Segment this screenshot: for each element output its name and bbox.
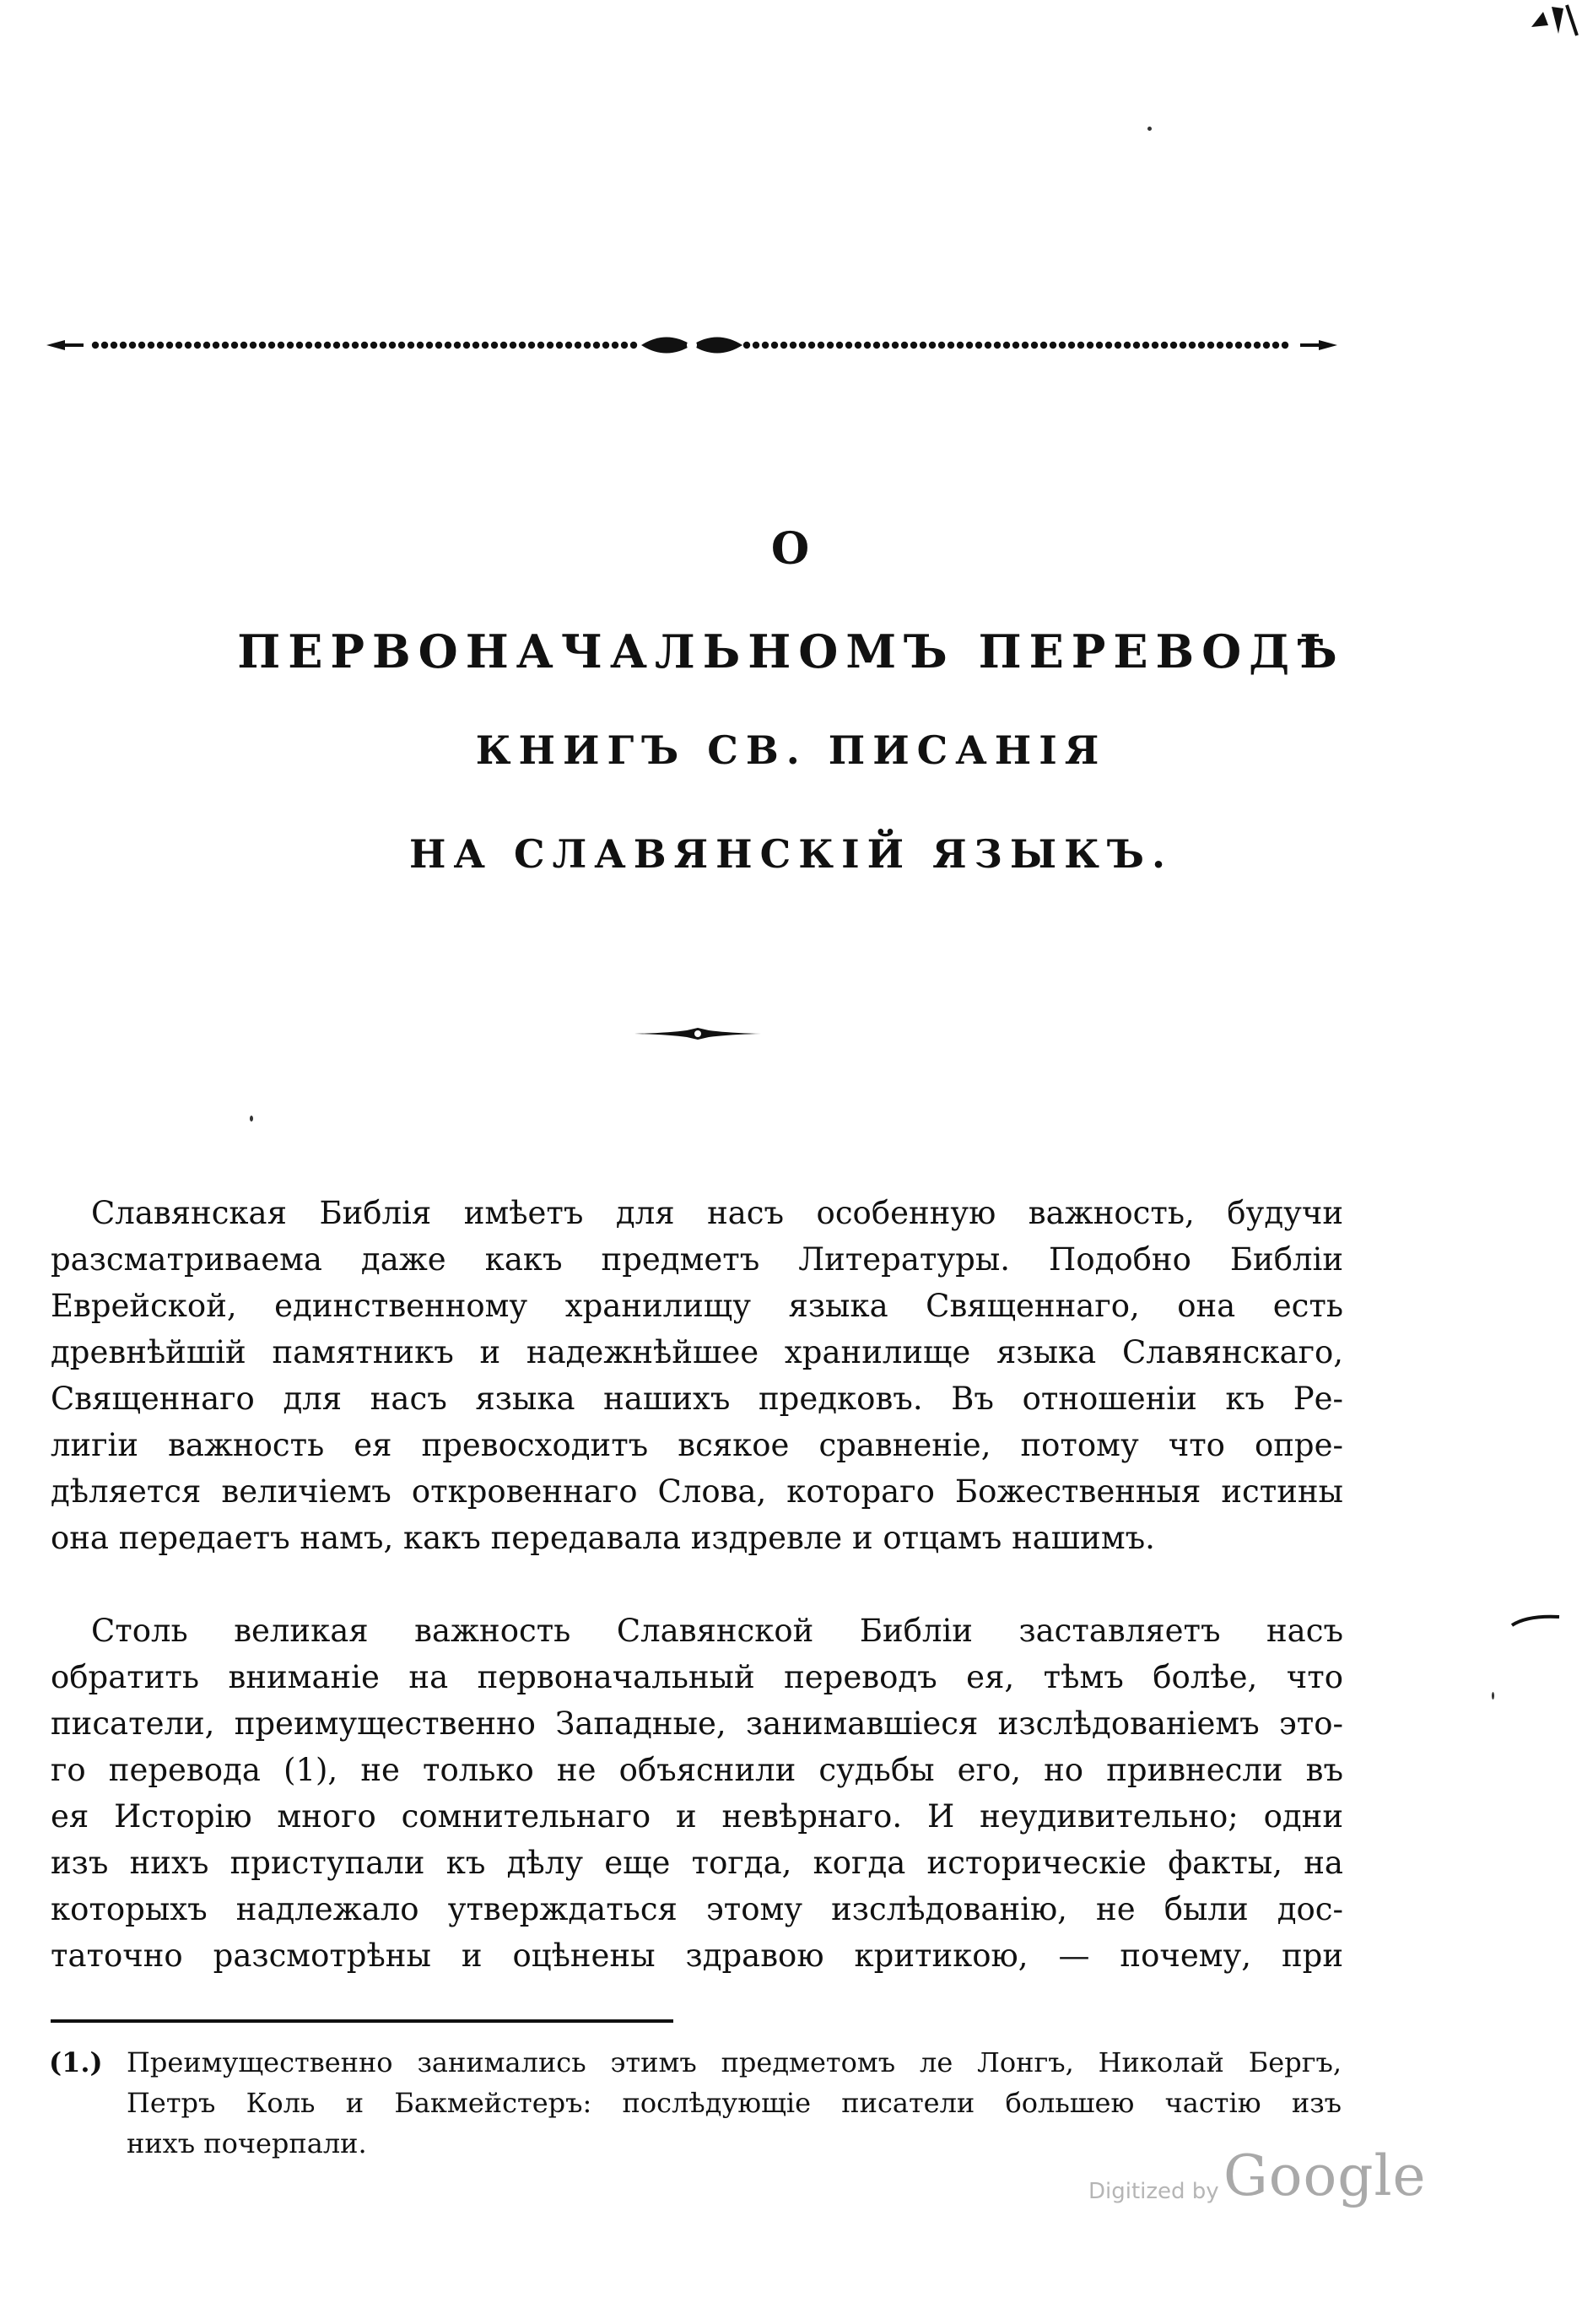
- footnote-marker: (1.): [49, 2046, 103, 2078]
- text-line: Священнаго для насъ языка нашихъ предковъ. Въ отношеніи къ Ре-: [51, 1381, 1343, 1417]
- margin-pen-stroke: [1510, 1612, 1561, 1629]
- text-line: изъ нихъ приступали къ дѣлу еще тогда, когда историческіе факты, на: [51, 1845, 1343, 1881]
- title-line-3: НА СЛАВЯНСКІЙ ЯЗЫКЪ.: [409, 831, 1173, 877]
- corner-mark: [1515, 0, 1582, 42]
- footnote-line: Петръ Коль и Бакмейстеръ: послѣдующіе писатели большею частію изъ: [127, 2087, 1342, 2119]
- text-line: Столь великая важность Славянской Библіи заставляетъ насъ: [91, 1613, 1343, 1649]
- text-line: писатели, преимущественно Западные, занимавшіеся изслѣдованіемъ это-: [51, 1705, 1343, 1742]
- text-line: го перевода (1), не только не объяснили судьбы его, но привнесли въ: [51, 1752, 1343, 1788]
- footnote-line: Преимущественно занимались этимъ предметомъ ле Лонгъ, Николай Бергъ,: [127, 2046, 1342, 2078]
- text-line: разсматриваема даже какъ предметъ Литературы. Подобно Библіи: [51, 1241, 1343, 1278]
- footnote-line: нихъ почерпали.: [127, 2127, 367, 2159]
- title-line-2: КНИГЪ СВ. ПИСАНІЯ: [475, 727, 1107, 773]
- text-line: Славянская Библія имѣетъ для насъ особенную важность, будучи: [91, 1195, 1343, 1231]
- small-ornament: [634, 1028, 761, 1040]
- title-line-1: ПЕРВОНАЧАЛЬНОМЪ ПЕРЕВОДѢ: [237, 624, 1345, 678]
- text-line: Еврейской, единственному хранилищу языка Священнаго, она есть: [51, 1288, 1343, 1324]
- google-logo: Google: [1223, 2143, 1427, 2208]
- digitized-watermark: [1088, 2143, 1427, 2219]
- paragraph-2: [51, 1608, 1343, 1979]
- ink-speck: [250, 1116, 253, 1121]
- paragraph-1: [51, 1190, 1343, 1561]
- text-line: ея Исторію много сомнительнаго и невѣрнаго. И неудивительно; одни: [51, 1798, 1343, 1835]
- text-line: древнѣйшій памятникъ и надежнѣйшее хранилище языка Славянскаго,: [51, 1334, 1343, 1370]
- ink-speck: [1147, 127, 1152, 131]
- ornamental-rule: [46, 331, 1337, 359]
- title-preposition: О: [770, 522, 812, 575]
- ink-speck: [1492, 1692, 1494, 1700]
- text-line: лигіи важность ея превосходитъ всякое сравненіе, потому что опре-: [51, 1427, 1343, 1463]
- text-line: таточно разсмотрѣны и оцѣнены здравою критикою, — почему, при: [51, 1938, 1343, 1974]
- text-line: она передаетъ намъ, какъ передавала издревле и отцамъ нашимъ.: [51, 1520, 1155, 1556]
- text-line: обратить вниманіе на первоначальный переводъ ея, тѣмъ болѣе, что: [51, 1659, 1343, 1695]
- watermark-caption: Digitized by: [1088, 2179, 1219, 2204]
- text-line: дѣляется величіемъ откровеннаго Слова, котораго Божественныя истины: [51, 1473, 1343, 1510]
- text-line: которыхъ надлежало утверждаться этому изслѣдованію, не были дос-: [51, 1891, 1343, 1927]
- footnote-rule: [51, 2019, 673, 2023]
